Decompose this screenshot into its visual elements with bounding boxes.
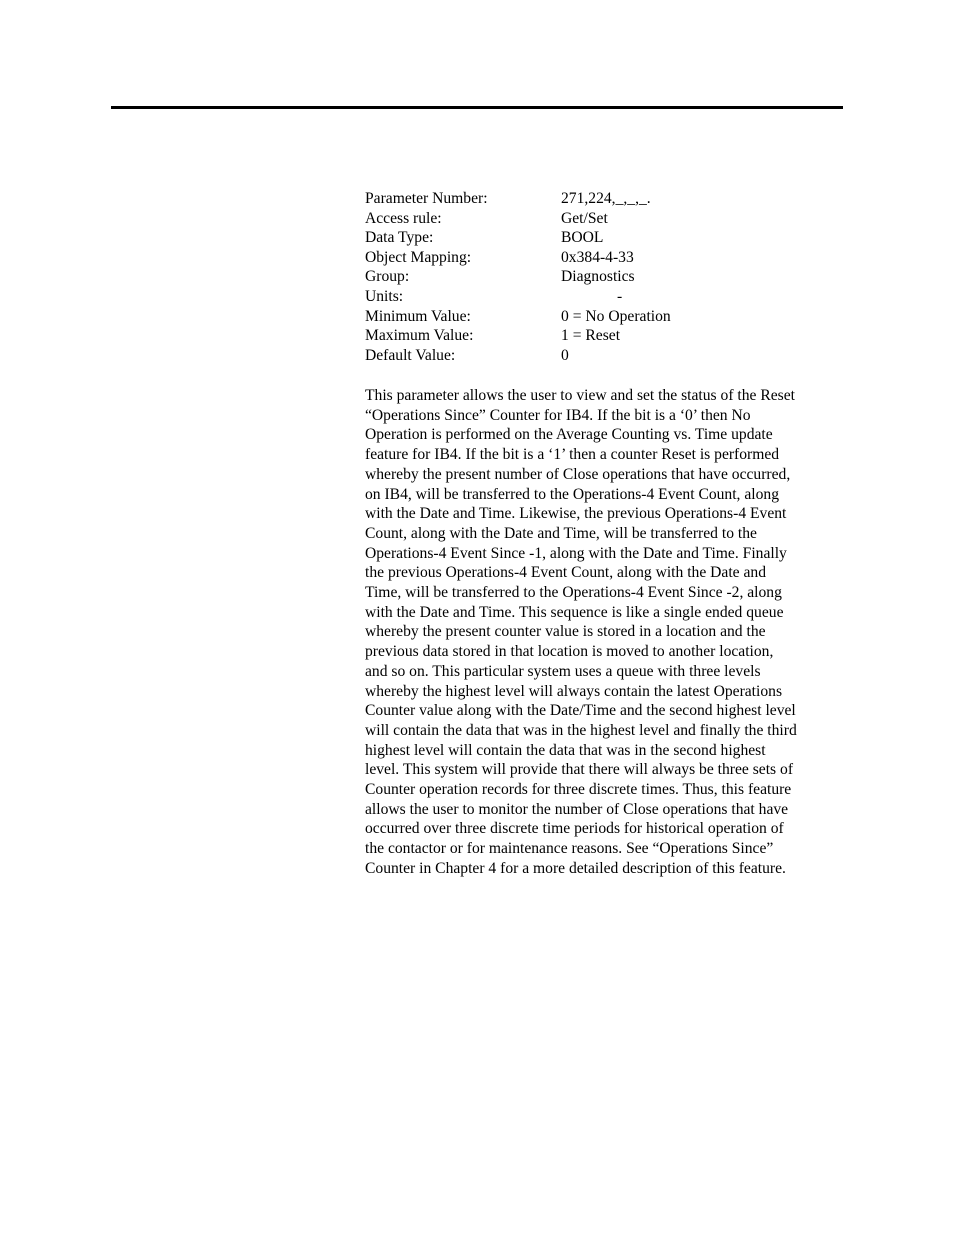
description-line: Counter operation records for three discrete times. Thus, this feature bbox=[365, 781, 792, 799]
param-label: Group: bbox=[365, 268, 410, 286]
description-line: the previous Operations-4 Event Count, along with the Date and bbox=[365, 564, 767, 582]
description-line: whereby the present number of Close operations that have occurred, bbox=[365, 465, 791, 483]
description-line: Counter in Chapter 4 for a more detailed description of this feature. bbox=[365, 859, 786, 877]
param-row-group bbox=[365, 267, 845, 287]
param-label: Parameter Number: bbox=[365, 190, 488, 207]
param-value: BOOL bbox=[561, 229, 604, 247]
param-value: Get/Set bbox=[561, 209, 608, 227]
param-row-minimum-value bbox=[365, 307, 845, 327]
param-value: 0 = No Operation bbox=[561, 307, 671, 325]
description-line: Operation is performed on the Average Counting vs. Time update bbox=[365, 426, 773, 444]
param-value: 1 = Reset bbox=[561, 327, 621, 345]
param-row-default-value bbox=[365, 346, 845, 366]
param-value: 0x384-4-33 bbox=[561, 248, 634, 266]
description-paragraph bbox=[365, 386, 847, 879]
description-line: Time, will be transferred to the Operations-4 Event Since -2, along bbox=[365, 584, 782, 602]
param-label: Data Type: bbox=[365, 229, 434, 247]
param-label: Access rule: bbox=[365, 209, 442, 227]
param-value: Diagnostics bbox=[561, 268, 635, 286]
param-value: - bbox=[617, 287, 623, 305]
description-line: will contain the data that was in the highest level and finally the third bbox=[365, 721, 797, 739]
description-line: feature for IB4. If the bit is a ‘1’ then a counter Reset is performed bbox=[365, 446, 780, 464]
description-line: occurred over three discrete time periods for historical operation of bbox=[365, 820, 784, 838]
header-rule bbox=[111, 106, 843, 109]
description-line: Counter value along with the Date/Time and the second highest level bbox=[365, 702, 796, 720]
description-line: Operations-4 Event Since -1, along with the Date and Time. Finally bbox=[365, 544, 787, 562]
param-value: 271,224,_,_,_. bbox=[561, 190, 651, 207]
param-row-object-mapping bbox=[365, 248, 845, 268]
description-line: whereby the present counter value is stored in a location and the bbox=[365, 623, 766, 641]
description-line: on IB4, will be transferred to the Operations-4 Event Count, along bbox=[365, 485, 780, 503]
description-line: highest level will contain the data that was in the second highest bbox=[365, 741, 766, 759]
param-label: Minimum Value: bbox=[365, 307, 471, 325]
param-row-data-type bbox=[365, 228, 845, 248]
param-value: 0 bbox=[561, 346, 569, 364]
description-line: with the Date and Time. Likewise, the previous Operations-4 Event bbox=[365, 505, 787, 523]
description-line: level. This system will provide that there will always be three sets of bbox=[365, 761, 794, 779]
description-line: “Operations Since” Counter for IB4. If the bit is a ‘0’ then No bbox=[365, 406, 751, 424]
description-line: and so on. This particular system uses a queue with three levels bbox=[365, 662, 761, 680]
description-line: whereby the highest level will always contain the latest Operations bbox=[365, 682, 783, 700]
parameter-table bbox=[365, 189, 845, 365]
param-label: Object Mapping: bbox=[365, 248, 472, 266]
description-line: the contactor or for maintenance reasons. See “Operations Since” bbox=[365, 840, 774, 858]
description-line: This parameter allows the user to view and set the status of the Reset bbox=[365, 387, 796, 404]
param-label: Default Value: bbox=[365, 346, 456, 364]
param-row-maximum-value bbox=[365, 326, 845, 346]
description-line: allows the user to monitor the number of Close operations that have bbox=[365, 800, 789, 818]
param-label: Maximum Value: bbox=[365, 327, 474, 345]
description-line: with the Date and Time. This sequence is like a single ended queue bbox=[365, 603, 784, 621]
param-label: Units: bbox=[365, 287, 404, 305]
param-row-access-rule bbox=[365, 209, 845, 229]
description-line: previous data stored in that location is moved to another location, bbox=[365, 643, 774, 661]
param-row-parameter-number bbox=[365, 189, 845, 209]
description-line: Count, along with the Date and Time, will be transferred to the bbox=[365, 524, 757, 542]
param-row-units bbox=[365, 287, 845, 307]
